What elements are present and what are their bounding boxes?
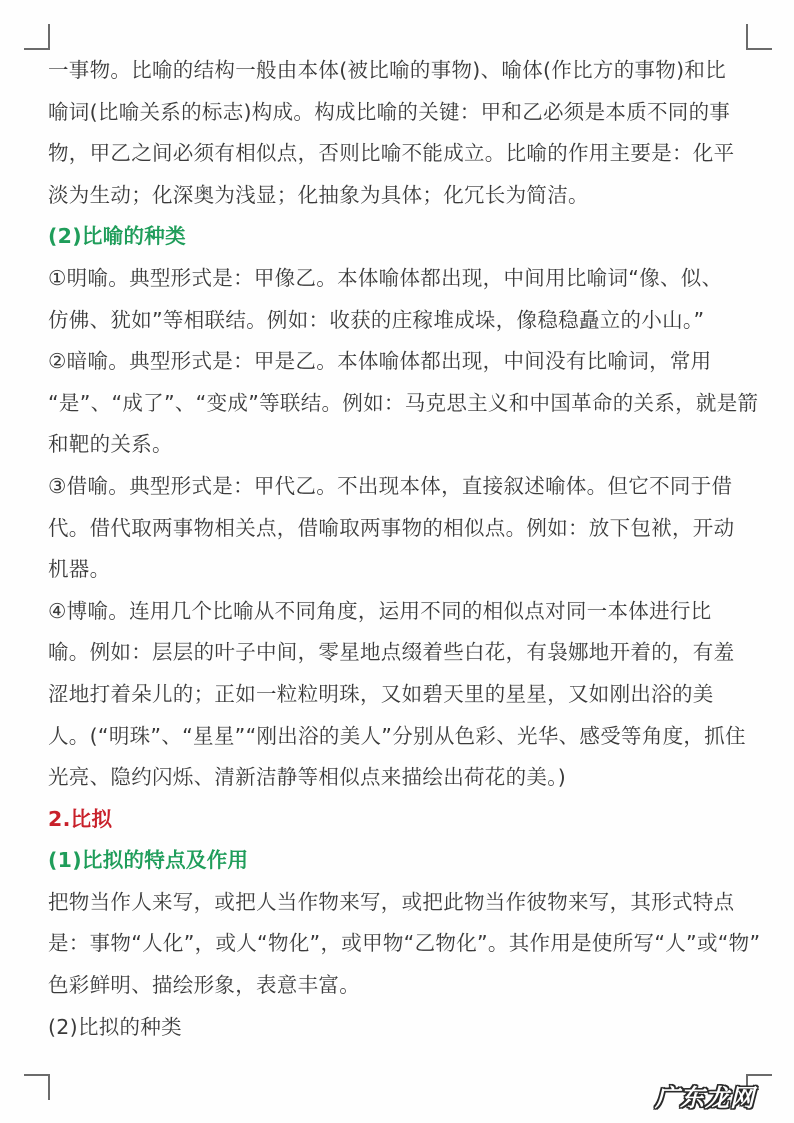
body-line: ②暗喻。典型形式是：甲是乙。本体喻体都出现，中间没有比喻词，常用 bbox=[48, 349, 712, 374]
body-line: 人。(“明珠”、“星星”“刚出浴的美人”分别从色彩、光华、感受等角度，抓住 bbox=[48, 723, 746, 748]
body-line: “是”、“成了”、“变成”等联结。例如：马克思主义和中国革命的关系，就是箭 bbox=[48, 390, 759, 415]
body-line: 和靶的关系。 bbox=[48, 432, 173, 457]
body-line: 把物当作人来写，或把人当作物来写，或把此物当作彼物来写，其形式特点 bbox=[48, 889, 735, 914]
body-line: ①明喻。典型形式是：甲像乙。本体喻体都出现，中间用比喻词“像、似、 bbox=[48, 265, 723, 290]
body-line: 是：事物“人化”，或人“物化”，或甲物“乙物化”。其作用是使所写“人”或“物” bbox=[48, 931, 761, 956]
body-line: 喻词(比喻关系的标志)构成。构成比喻的关键：甲和乙必须是本质不同的事 bbox=[48, 99, 731, 124]
body-line: 光亮、隐约闪烁、清新洁静等相似点来描绘出荷花的美。) bbox=[48, 765, 567, 790]
crop-mark-bottom-left bbox=[24, 1074, 50, 1100]
body-line: 仿佛、犹如”等相联结。例如：收获的庄稼堆成垛，像稳稳矗立的小山。” bbox=[48, 307, 705, 332]
body-line: 涩地打着朵儿的；正如一粒粒明珠，又如碧天里的星星，又如刚出浴的美 bbox=[48, 681, 714, 706]
body-line: 代。借代取两事物相关点，借喻取两事物的相似点。例如：放下包袱，开动 bbox=[48, 515, 735, 540]
chapter-heading-personification: 2.比拟 bbox=[48, 806, 113, 831]
subsection-line-personification-types: (2)比拟的种类 bbox=[48, 1014, 182, 1039]
section-heading-metaphor-types: (2)比喻的种类 bbox=[48, 224, 186, 249]
watermark-logo: 广东龙网 bbox=[655, 1084, 755, 1112]
body-line: 物，甲乙之间必须有相似点，否则比喻不能成立。比喻的作用主要是：化平 bbox=[48, 141, 735, 166]
body-line: 机器。 bbox=[48, 557, 111, 582]
body-line: ④博喻。连用几个比喻从不同角度，运用不同的相似点对同一本体进行比 bbox=[48, 598, 712, 623]
body-line: 一事物。比喻的结构一般由本体(被比喻的事物)、喻体(作比方的事物)和比 bbox=[48, 58, 726, 82]
crop-mark-top-left bbox=[24, 24, 50, 50]
body-line: 淡为生动；化深奥为浅显；化抽象为具体；化冗长为简洁。 bbox=[48, 182, 589, 207]
crop-mark-top-right bbox=[746, 24, 772, 50]
section-heading-personification-features: (1)比拟的特点及作用 bbox=[48, 848, 249, 873]
body-line: ③借喻。典型形式是：甲代乙。不出现本体，直接叙述喻体。但它不同于借 bbox=[48, 473, 733, 498]
document-body bbox=[48, 50, 761, 1048]
body-line: 喻。例如：层层的叶子中间，零星地点缀着些白花，有袅娜地开着的，有羞 bbox=[48, 640, 735, 665]
body-line: 色彩鲜明、描绘形象，表意丰富。 bbox=[48, 973, 360, 998]
